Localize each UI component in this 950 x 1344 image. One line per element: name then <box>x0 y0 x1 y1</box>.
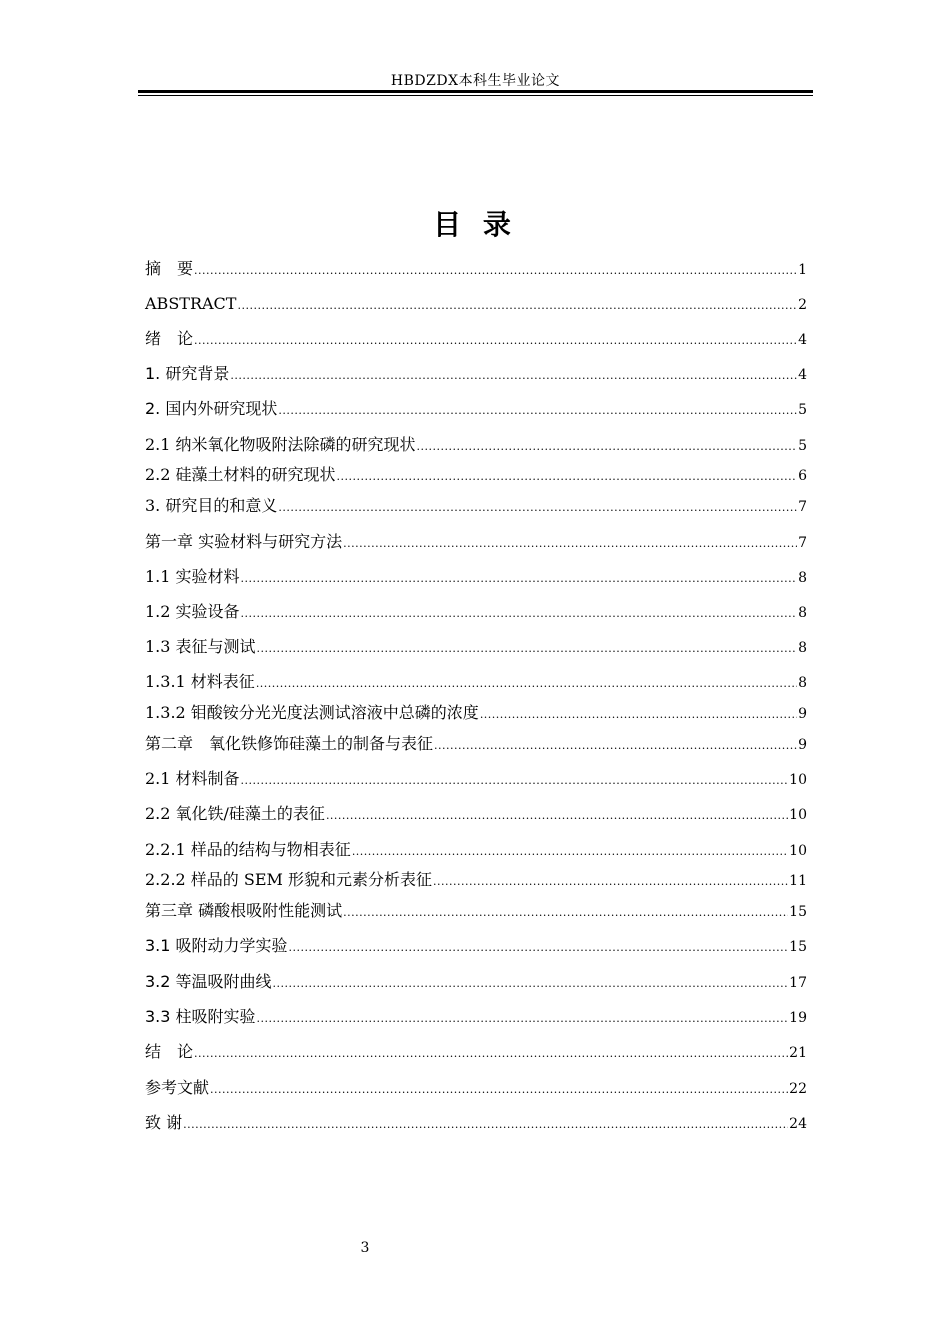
toc-label: 2.2 氧化铁/硅藻土的表征 <box>145 804 325 823</box>
toc-leader <box>343 537 797 551</box>
toc-leader <box>257 1012 789 1026</box>
toc-label: 2.1 材料制备 <box>145 769 240 788</box>
toc-leader <box>257 642 798 656</box>
toc-page: 9 <box>798 737 807 753</box>
page-title: 目 录 <box>433 208 517 241</box>
toc-label: 摘 要 <box>145 259 194 278</box>
toc-page: 1 <box>798 262 807 278</box>
toc-label: 1.3.1 材料表征 <box>145 672 255 691</box>
toc-page: 8 <box>798 605 807 621</box>
toc-page: 2 <box>798 297 807 313</box>
toc-label: 3. 研究目的和意义 <box>145 496 278 515</box>
toc-label: 3.2 等温吸附曲线 <box>145 972 272 991</box>
toc-label: 2. 国内外研究现状 <box>145 399 278 418</box>
toc-page: 10 <box>789 843 807 859</box>
toc-page: 4 <box>798 367 807 383</box>
toc-label: 3.3 柱吸附实验 <box>145 1007 256 1026</box>
toc-entry[interactable] <box>145 936 807 957</box>
page-number: 3 <box>360 1240 370 1256</box>
toc-label: 2.2 硅藻土材料的研究现状 <box>145 465 336 484</box>
toc-label: 2.2.1 样品的结构与物相表征 <box>145 840 351 859</box>
toc-page: 17 <box>789 975 807 991</box>
toc-page: 7 <box>798 535 807 551</box>
toc-page: 7 <box>798 499 807 515</box>
running-header: HBDZDX本科生毕业论文 <box>390 73 561 89</box>
toc-entry[interactable] <box>145 567 807 588</box>
toc-label: 第三章 磷酸根吸附性能测试 <box>145 901 343 920</box>
toc-leader <box>289 941 789 955</box>
toc-entry[interactable] <box>145 294 807 315</box>
toc-leader <box>278 404 797 418</box>
toc-page: 24 <box>789 1116 807 1132</box>
toc-label: 3.1 吸附动力学实验 <box>145 936 288 955</box>
toc-page: 11 <box>789 873 807 889</box>
toc-leader <box>352 845 788 859</box>
toc-label: 2.1 纳米氧化物吸附法除磷的研究现状 <box>145 435 416 454</box>
toc-leader <box>434 739 797 753</box>
toc-entry[interactable] <box>145 602 807 623</box>
toc-entry[interactable] <box>145 703 807 724</box>
toc-label: 第二章 氧化铁修饰硅藻土的制备与表征 <box>145 734 434 753</box>
toc-leader <box>237 299 797 313</box>
toc-leader <box>241 607 798 621</box>
toc-entry[interactable] <box>145 769 807 790</box>
toc-label: 致 谢 <box>145 1113 183 1132</box>
toc-label: 1.3 表征与测试 <box>145 637 256 656</box>
toc-entry[interactable] <box>145 870 807 891</box>
toc-leader <box>337 470 798 484</box>
toc-entry[interactable] <box>145 532 807 553</box>
toc-entry[interactable] <box>145 972 807 993</box>
toc-leader <box>480 708 797 722</box>
toc-leader <box>210 1083 788 1097</box>
toc-label: 参考文献 <box>145 1078 210 1097</box>
toc-leader <box>326 809 788 823</box>
toc-entry[interactable] <box>145 496 807 517</box>
toc-page: 5 <box>798 438 807 454</box>
toc-leader <box>343 906 788 920</box>
toc-label: 1.2 实验设备 <box>145 602 240 621</box>
toc-leader <box>273 977 789 991</box>
toc-entry[interactable] <box>145 840 807 861</box>
toc-page: 6 <box>798 468 807 484</box>
header-rule-thick <box>138 90 813 93</box>
toc-leader <box>433 875 788 889</box>
toc-page: 8 <box>798 640 807 656</box>
toc-page: 15 <box>789 939 807 955</box>
toc-entry[interactable] <box>145 435 807 456</box>
toc-label: 结 论 <box>145 1042 194 1061</box>
toc-page: 8 <box>798 675 807 691</box>
toc-entry[interactable] <box>145 1078 807 1099</box>
toc-page: 8 <box>798 570 807 586</box>
toc-label: 第一章 实验材料与研究方法 <box>145 532 343 551</box>
toc-leader <box>230 369 797 383</box>
toc-entry[interactable] <box>145 637 807 658</box>
toc-leader <box>256 677 797 691</box>
toc-leader <box>194 264 797 278</box>
toc-page: 21 <box>789 1045 807 1061</box>
toc-page: 10 <box>789 807 807 823</box>
toc-page: 22 <box>789 1081 807 1097</box>
toc-page: 4 <box>798 332 807 348</box>
toc-entry[interactable] <box>145 465 807 486</box>
header-rule-thin <box>138 95 813 96</box>
toc-page: 19 <box>789 1010 807 1026</box>
toc-leader <box>278 501 797 515</box>
toc-page: 5 <box>798 402 807 418</box>
toc-entry[interactable] <box>145 329 807 350</box>
toc-label: 2.2.2 样品的 SEM 形貌和元素分析表征 <box>145 870 432 889</box>
toc-leader <box>417 440 798 454</box>
toc-leader <box>194 1047 788 1061</box>
toc-label: 1. 研究背景 <box>145 364 230 383</box>
toc-entry[interactable] <box>145 1007 807 1028</box>
toc-label: 1.3.2 钼酸铵分光光度法测试溶液中总磷的浓度 <box>145 703 479 722</box>
toc-leader <box>194 334 797 348</box>
toc-entry[interactable] <box>145 901 807 922</box>
toc-entry[interactable] <box>145 399 807 420</box>
toc-label: 1.1 实验材料 <box>145 567 240 586</box>
toc-label: 绪 论 <box>145 329 194 348</box>
toc-entry[interactable] <box>145 364 807 385</box>
toc-entry[interactable] <box>145 804 807 825</box>
toc-leader <box>183 1118 788 1132</box>
toc-page: 9 <box>798 706 807 722</box>
toc-entry[interactable] <box>145 259 807 280</box>
toc-leader <box>241 572 798 586</box>
toc-page: 10 <box>789 772 807 788</box>
toc-leader <box>241 774 789 788</box>
toc-entry[interactable] <box>145 1042 807 1063</box>
toc-entry[interactable] <box>145 734 807 755</box>
toc-entry[interactable] <box>145 1113 807 1134</box>
toc-label: ABSTRACT <box>145 294 237 313</box>
toc-page: 15 <box>789 904 807 920</box>
toc-entry[interactable] <box>145 672 807 693</box>
